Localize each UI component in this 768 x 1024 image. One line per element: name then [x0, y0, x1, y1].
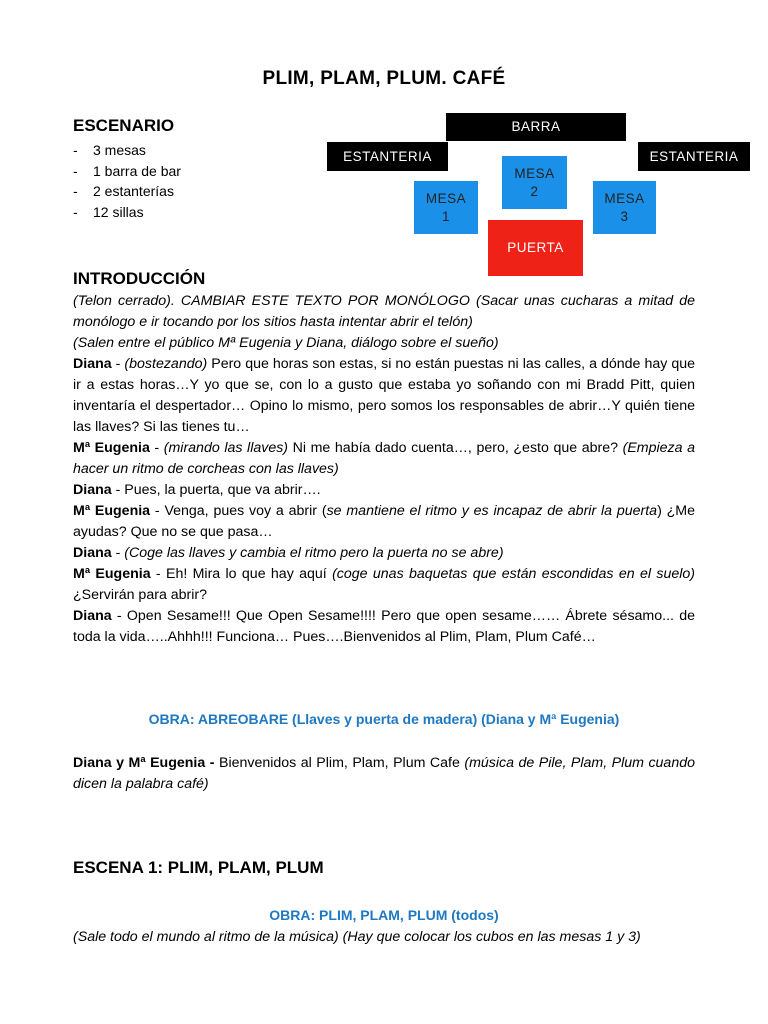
escenario-list: [73, 140, 181, 222]
barra-box: BARRA: [446, 113, 626, 141]
puerta-box: PUERTA: [488, 220, 583, 276]
obra-title: OBRA: ABREOBARE (Llaves y puerta de madera) (Diana y Mª Eugenia): [148, 711, 620, 727]
stage-direction: (Sale todo el mundo al ritmo de la música) (Hay que colocar los cubos en las mesas 1 y 3): [73, 929, 641, 945]
dialogue-line: Diana - (Coge las llaves y cambia el ritmo pero la puerta no se abre): [73, 545, 504, 561]
mesa-3-box: MESA 3: [593, 181, 656, 234]
stage-direction: (Salen entre el público Mª Eugenia y Diana, diálogo sobre el sueño): [73, 335, 499, 351]
list-item: - 1 barra de bar: [73, 162, 181, 179]
stage-direction: (Telon cerrado). CAMBIAR ESTE TEXTO POR MONÓLOGO (Sacar unas cucharas a mitad de monólogo e ir tocando por los sitios hasta intentar abrir el telón): [73, 293, 695, 330]
escena-1-heading: ESCENA 1: PLIM, PLAM, PLUM: [73, 858, 324, 877]
dialogue-line: Mª Eugenia - Eh! Mira lo que hay aquí (coge unas baquetas que están escondidas en el suelo) ¿Servirán para abrir?: [73, 566, 695, 603]
introduccion-heading: INTRODUCCIÓN: [73, 269, 206, 288]
closing-line: Diana y Mª Eugenia - Bienvenidos al Plim, Plam, Plum Cafe (música de Pile, Plam, Plum cuando dicen la palabra café): [73, 755, 695, 792]
document-title: PLIM, PLAM, PLUM. CAFÉ: [262, 68, 506, 89]
intro-body: [73, 291, 695, 648]
mesa-1-box: MESA 1: [414, 181, 478, 234]
obra-title: OBRA: PLIM, PLAM, PLUM (todos): [269, 907, 499, 923]
dialogue-line: Diana - Open Sesame!!! Que Open Sesame!!!! Pero que open sesame…… Ábrete sésamo... de toda la vida…..Ahhh!!! Funciona… Pues….Bienvenidos al Plim, Plam, Plum Café…: [73, 608, 695, 645]
estanteria-right-box: ESTANTERIA: [638, 142, 750, 171]
mesa-2-box: MESA 2: [502, 156, 567, 209]
dialogue-line: Diana - (bostezando) Pero que horas son estas, si no están puestas ni las calles, a dónde hay que ir a estas horas…Y yo que se, con lo a gusto que estaba yo soñando con mi Bradd Pitt, quien inventaría el despertador… Opino lo mismo, pero somos los responsables de abrir…Y quién tiene las llaves? Si las tienes tu…: [73, 356, 696, 435]
escenario-heading: ESCENARIO: [73, 116, 175, 135]
list-item: - 2 estanterías: [73, 183, 174, 199]
dialogue-line: Mª Eugenia - Venga, pues voy a abrir (se mantiene el ritmo y es incapaz de abrir la puerta) ¿Me ayudas? Que no se que pasa…: [73, 503, 695, 540]
list-item: - 12 sillas: [73, 203, 144, 220]
dialogue-line: Diana - Pues, la puerta, que va abrir….: [73, 482, 321, 498]
dialogue-line: Mª Eugenia - (mirando las llaves) Ni me había dado cuenta…, pero, ¿esto que abre? (Empieza a hacer un ritmo de corcheas con las llaves): [73, 440, 695, 477]
list-item: - 3 mesas: [73, 142, 146, 158]
estanteria-left-box: ESTANTERIA: [327, 142, 448, 171]
